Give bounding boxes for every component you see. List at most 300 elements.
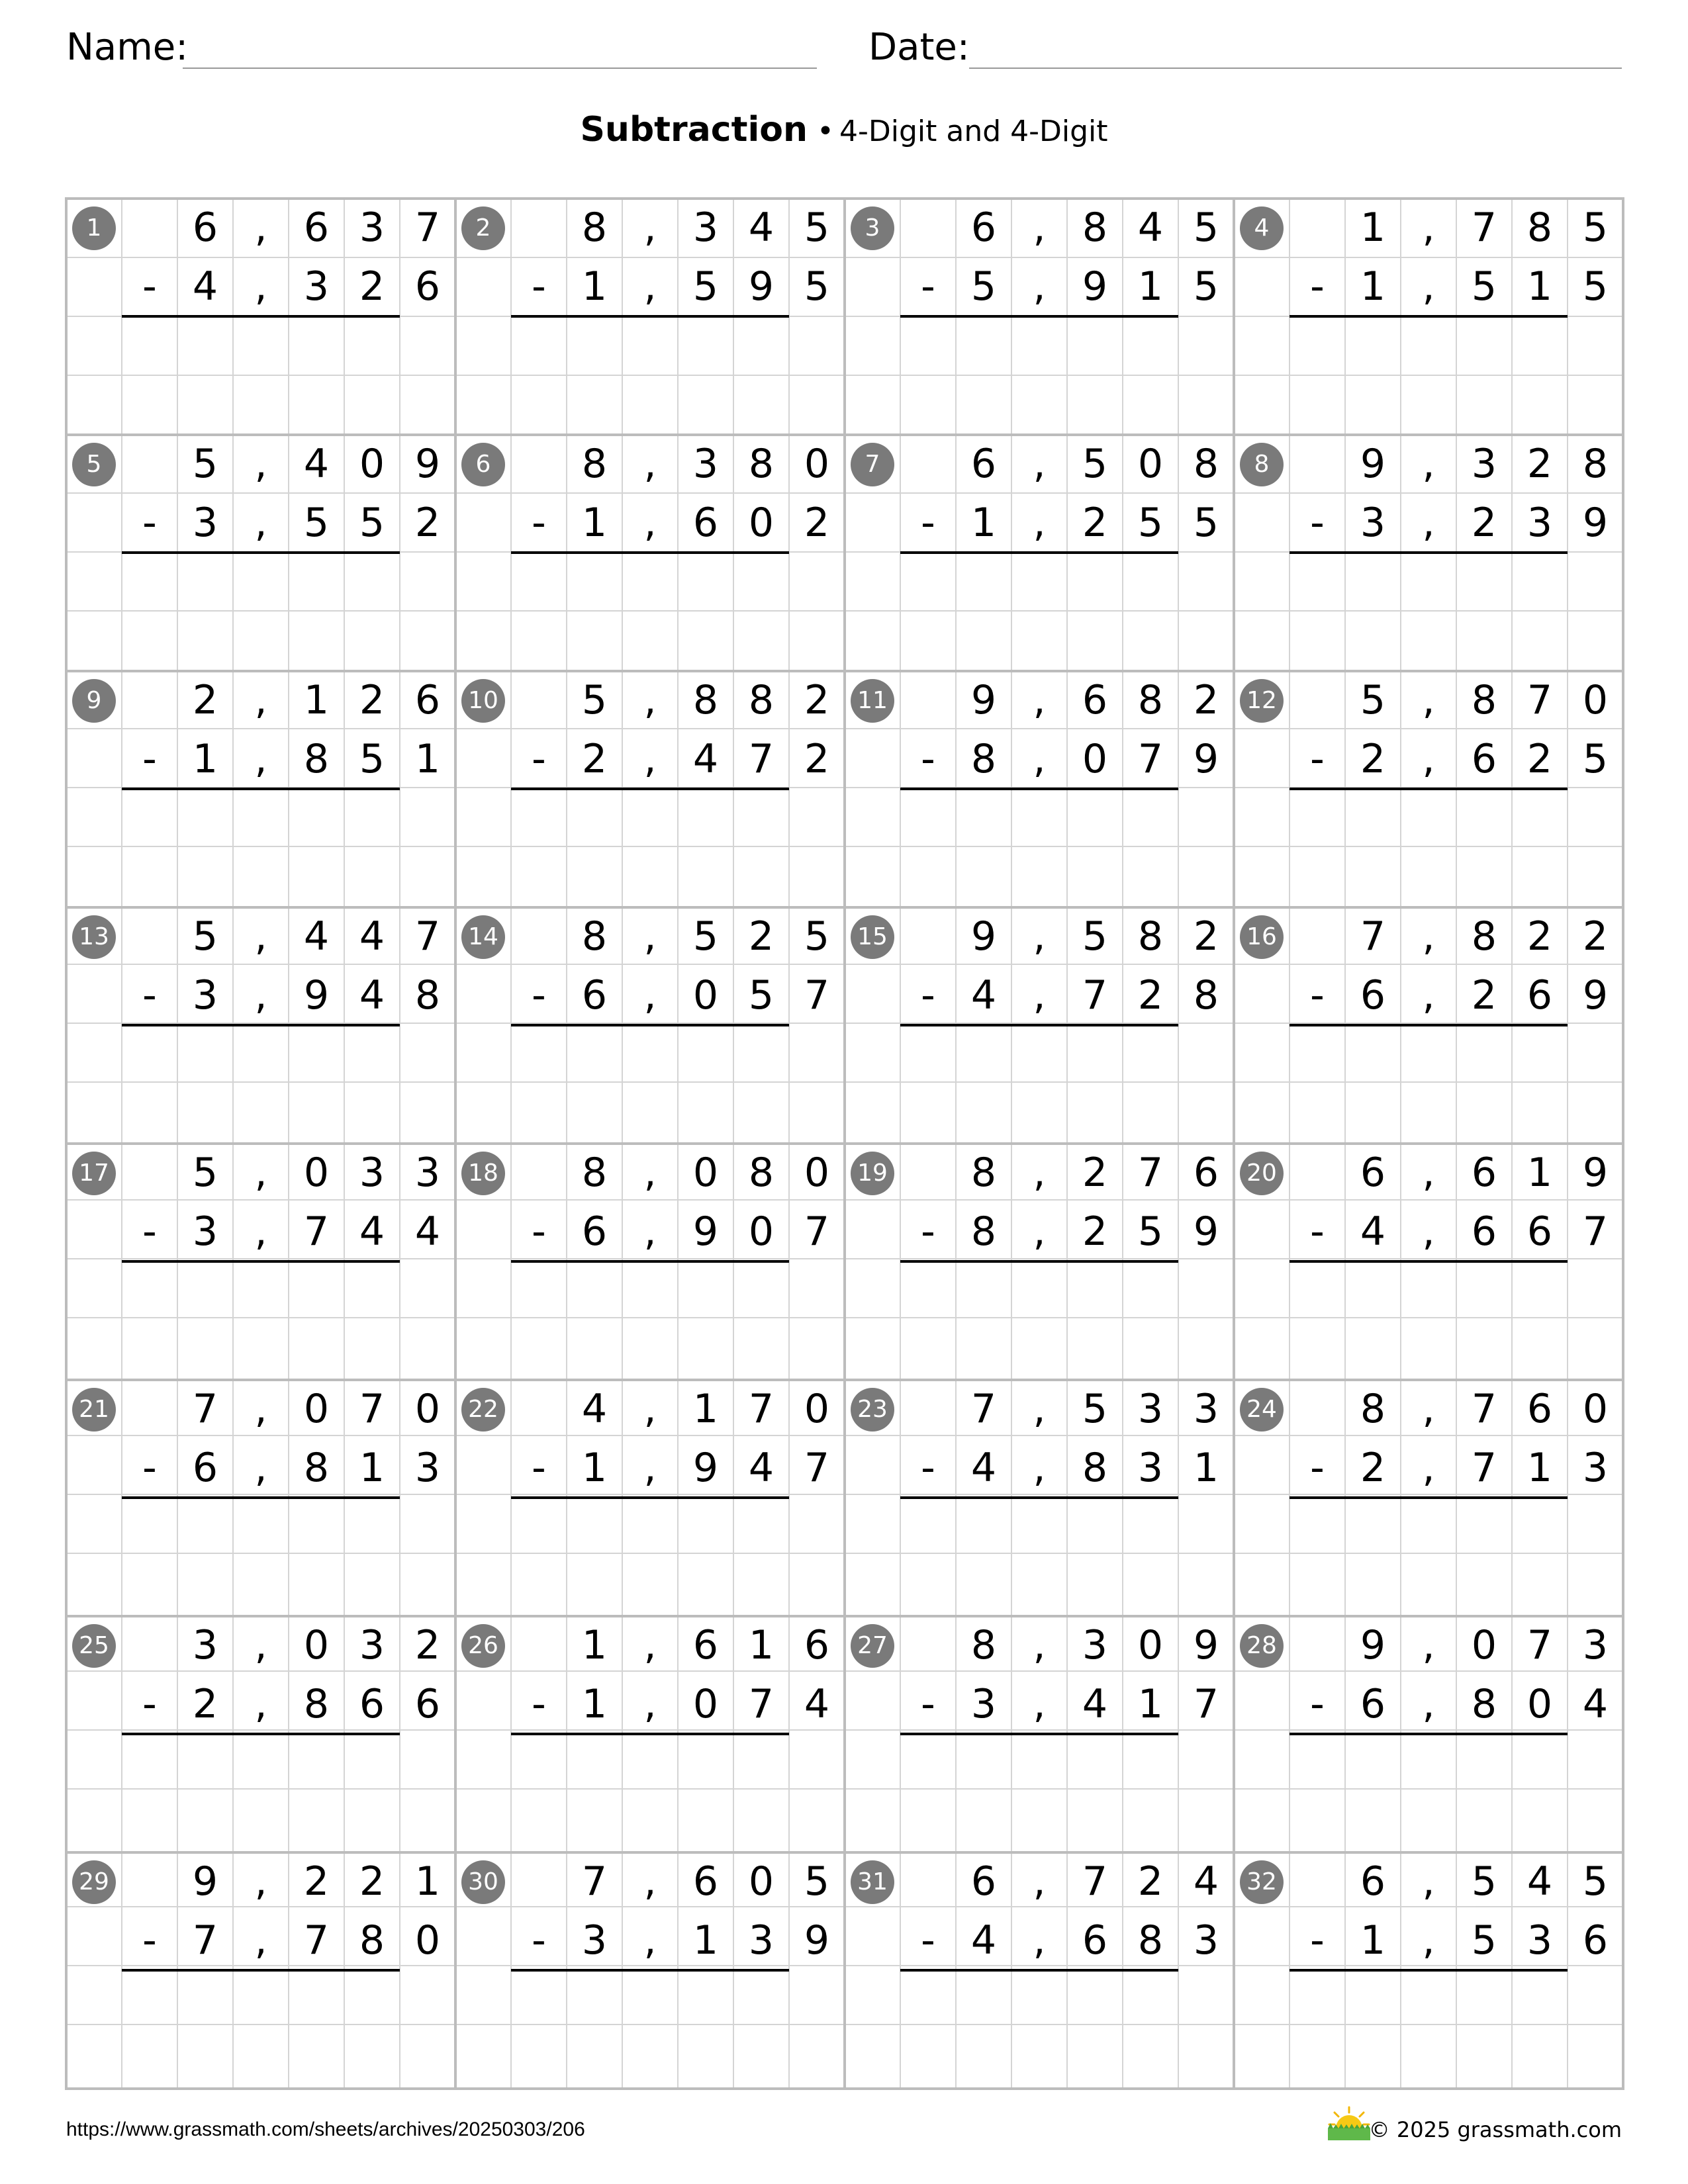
minuend-digit: ,: [254, 913, 267, 960]
answer-area[interactable]: [511, 554, 789, 610]
minuend-digit: ,: [1422, 913, 1435, 960]
subtrahend-digit: 7: [1193, 1681, 1219, 1727]
answer-area[interactable]: [900, 1499, 1178, 1555]
subtrahend-digit: 0: [692, 1681, 719, 1727]
subtrahend-digit: 4: [804, 1681, 830, 1727]
answer-area[interactable]: [1289, 1263, 1568, 1319]
subtrahend-digit: 6: [192, 1445, 218, 1491]
subtrahend-digit: 7: [1137, 736, 1164, 782]
subtrahend-digit: 3: [1526, 1917, 1553, 1964]
minuend-digit: 5: [1082, 913, 1108, 960]
answer-area[interactable]: [900, 1735, 1178, 1792]
footer-copyright: © 2025 grassmath.com: [1368, 2117, 1622, 2142]
minuend-digit: 6: [1193, 1150, 1219, 1196]
subtrahend-digit: ,: [1033, 263, 1046, 310]
minuend-digit: 0: [692, 1150, 719, 1196]
subtrahend-digit: 3: [581, 1917, 608, 1964]
answer-area[interactable]: [900, 790, 1178, 846]
minuend-digit: 8: [1137, 913, 1164, 960]
minuend-digit: 9: [970, 677, 997, 723]
minuend-digit: 0: [804, 1386, 830, 1432]
subtrahend-digit: 3: [1137, 1445, 1164, 1491]
subtrahend-digit: 1: [1193, 1445, 1219, 1491]
minuend-digit: 8: [581, 205, 608, 251]
minuend-digit: 0: [303, 1386, 330, 1432]
minuend-digit: ,: [254, 1386, 267, 1432]
problem-number-badge: 28: [1240, 1624, 1284, 1668]
minuend-digit: 8: [581, 1150, 608, 1196]
subtrahend-digit: 9: [1193, 736, 1219, 782]
minus-sign: -: [532, 1208, 546, 1255]
answer-area[interactable]: [122, 1735, 400, 1792]
answer-area[interactable]: [511, 1263, 789, 1319]
minuend-digit: ,: [1422, 1858, 1435, 1905]
minuend-digit: ,: [1422, 1622, 1435, 1668]
subtrahend-digit: 3: [1582, 1445, 1609, 1491]
minuend-digit: ,: [643, 677, 657, 723]
subtrahend-digit: 4: [970, 972, 997, 1019]
minus-sign: -: [142, 1917, 157, 1964]
minuend-digit: 0: [303, 1622, 330, 1668]
minuend-digit: 8: [1471, 677, 1497, 723]
problem-number-badge: 23: [851, 1388, 894, 1432]
minuend-digit: 8: [1526, 205, 1553, 251]
minuend-digit: 6: [1360, 1150, 1386, 1196]
subtrahend-digit: ,: [643, 500, 657, 546]
minuend-digit: 4: [1193, 1858, 1219, 1905]
minuend-digit: 3: [359, 205, 385, 251]
minuend-digit: 8: [970, 1622, 997, 1668]
subtrahend-digit: ,: [1422, 1917, 1435, 1964]
subtrahend-digit: 4: [748, 1445, 774, 1491]
answer-area[interactable]: [1289, 1026, 1568, 1083]
subtrahend-digit: 3: [192, 500, 218, 546]
subtrahend-digit: 8: [1471, 1681, 1497, 1727]
minuend-digit: 8: [1082, 205, 1108, 251]
answer-area[interactable]: [900, 1026, 1178, 1083]
answer-area[interactable]: [900, 318, 1178, 374]
subtrahend-digit: 5: [1582, 736, 1609, 782]
minuend-digit: ,: [1033, 1386, 1046, 1432]
minuend-digit: 5: [192, 913, 218, 960]
problem-number-badge: 6: [461, 443, 505, 486]
subtrahend-digit: 6: [1082, 1917, 1108, 1964]
minuend-digit: 8: [970, 1150, 997, 1196]
minus-sign: -: [921, 736, 935, 782]
problem-number-badge: 25: [72, 1624, 116, 1668]
answer-area[interactable]: [122, 318, 400, 374]
date-label: Date:: [868, 26, 970, 69]
minuend-digit: 0: [414, 1386, 441, 1432]
minuend-digit: ,: [1033, 913, 1046, 960]
minuend-digit: 4: [303, 913, 330, 960]
minuend-digit: 3: [692, 205, 719, 251]
problem-number-badge: 8: [1240, 443, 1284, 486]
minuend-digit: 5: [804, 205, 830, 251]
minuend-digit: 2: [1193, 677, 1219, 723]
subtrahend-digit: 1: [1526, 263, 1553, 310]
minus-sign: -: [921, 1917, 935, 1964]
subtrahend-digit: 8: [970, 736, 997, 782]
subtrahend-digit: ,: [643, 736, 657, 782]
minuend-digit: ,: [643, 205, 657, 251]
subtrahend-digit: 1: [970, 500, 997, 546]
minuend-digit: 6: [192, 205, 218, 251]
problem-number-badge: 3: [851, 206, 894, 250]
minuend-digit: 8: [1137, 677, 1164, 723]
minuend-digit: 6: [1360, 1858, 1386, 1905]
minuend-digit: 2: [1582, 913, 1609, 960]
subtrahend-digit: 2: [1360, 736, 1386, 782]
subtrahend-digit: ,: [1033, 1445, 1046, 1491]
subtrahend-digit: 8: [1137, 1917, 1164, 1964]
answer-area[interactable]: [511, 1972, 789, 2028]
subtrahend-digit: 2: [804, 500, 830, 546]
subtrahend-digit: 8: [303, 1681, 330, 1727]
answer-area[interactable]: [1289, 790, 1568, 846]
subtrahend-digit: 8: [414, 972, 441, 1019]
subtrahend-digit: 6: [1360, 1681, 1386, 1727]
subtrahend-digit: 3: [1526, 500, 1553, 546]
subtrahend-digit: 2: [1471, 500, 1497, 546]
problem-number-badge: 26: [461, 1624, 505, 1668]
minuend-digit: ,: [254, 677, 267, 723]
minuend-digit: 1: [1360, 205, 1386, 251]
subtrahend-digit: 8: [303, 736, 330, 782]
subtrahend-digit: ,: [1033, 1208, 1046, 1255]
subtrahend-digit: 1: [1360, 263, 1386, 310]
subtrahend-digit: ,: [1422, 736, 1435, 782]
minuend-digit: ,: [1033, 677, 1046, 723]
minus-sign: -: [142, 972, 157, 1019]
subtrahend-digit: 5: [359, 500, 385, 546]
answer-area[interactable]: [122, 1026, 400, 1083]
subtrahend-digit: ,: [643, 972, 657, 1019]
minuend-digit: 2: [303, 1858, 330, 1905]
problem-number-badge: 31: [851, 1860, 894, 1904]
name-line[interactable]: [183, 68, 817, 69]
minus-sign: -: [142, 1681, 157, 1727]
minus-sign: -: [1310, 1681, 1325, 1727]
minus-sign: -: [532, 1681, 546, 1727]
subtrahend-digit: ,: [1033, 1681, 1046, 1727]
subtrahend-digit: 7: [804, 1208, 830, 1255]
minuend-digit: 3: [1137, 1386, 1164, 1432]
minuend-digit: ,: [1033, 1622, 1046, 1668]
minuend-digit: 3: [192, 1622, 218, 1668]
minuend-digit: 6: [303, 205, 330, 251]
subtrahend-digit: 1: [359, 1445, 385, 1491]
subtrahend-digit: 1: [581, 1445, 608, 1491]
minuend-digit: 0: [1582, 1386, 1609, 1432]
minuend-digit: ,: [1033, 205, 1046, 251]
worksheet-grid: [66, 199, 1623, 2089]
minuend-digit: 7: [1360, 913, 1386, 960]
subtrahend-digit: 0: [1526, 1681, 1553, 1727]
subtrahend-digit: 4: [692, 736, 719, 782]
minuend-digit: 6: [970, 1858, 997, 1905]
subtrahend-digit: 9: [303, 972, 330, 1019]
subtrahend-digit: 6: [581, 1208, 608, 1255]
minus-sign: -: [1310, 972, 1325, 1019]
answer-area[interactable]: [511, 318, 789, 374]
subtrahend-digit: 6: [1582, 1917, 1609, 1964]
subtrahend-digit: ,: [254, 263, 267, 310]
subtrahend-digit: 7: [303, 1917, 330, 1964]
subtrahend-digit: ,: [254, 1917, 267, 1964]
subtrahend-digit: 8: [359, 1917, 385, 1964]
answer-area[interactable]: [1289, 318, 1568, 374]
subtrahend-digit: 9: [1082, 263, 1108, 310]
subtrahend-digit: 4: [414, 1208, 441, 1255]
minuend-digit: 6: [1471, 1150, 1497, 1196]
minuend-digit: 9: [414, 441, 441, 487]
problem-number-badge: 16: [1240, 915, 1284, 959]
minuend-digit: 3: [1471, 441, 1497, 487]
problem-number-badge: 27: [851, 1624, 894, 1668]
subtrahend-digit: ,: [1422, 1445, 1435, 1491]
minuend-digit: 1: [303, 677, 330, 723]
problem-number-badge: 4: [1240, 206, 1284, 250]
minus-sign: -: [921, 972, 935, 1019]
answer-area[interactable]: [122, 554, 400, 610]
problem-number-badge: 22: [461, 1388, 505, 1432]
answer-area[interactable]: [1289, 1499, 1568, 1555]
minuend-digit: 2: [1137, 1858, 1164, 1905]
subtrahend-digit: 5: [748, 972, 774, 1019]
subtrahend-digit: 5: [303, 500, 330, 546]
subtrahend-digit: 4: [970, 1917, 997, 1964]
minuend-digit: ,: [643, 1150, 657, 1196]
minuend-digit: 6: [1526, 1386, 1553, 1432]
subtrahend-digit: 1: [1360, 1917, 1386, 1964]
subtrahend-digit: 6: [359, 1681, 385, 1727]
minuend-digit: 8: [748, 1150, 774, 1196]
minus-sign: -: [142, 263, 157, 310]
subtrahend-digit: 2: [1526, 736, 1553, 782]
subtrahend-digit: 1: [1526, 1445, 1553, 1491]
minuend-digit: 0: [1137, 441, 1164, 487]
date-line[interactable]: [969, 68, 1622, 69]
subtrahend-digit: 9: [1582, 500, 1609, 546]
answer-area[interactable]: [511, 1735, 789, 1792]
minus-sign: -: [921, 1208, 935, 1255]
minuend-digit: 4: [1526, 1858, 1553, 1905]
answer-area[interactable]: [1289, 554, 1568, 610]
minuend-digit: ,: [1422, 1386, 1435, 1432]
subtrahend-digit: 0: [748, 1208, 774, 1255]
minuend-digit: 2: [748, 913, 774, 960]
answer-area[interactable]: [122, 1499, 400, 1555]
subtrahend-digit: 1: [1137, 263, 1164, 310]
subtrahend-digit: 4: [1360, 1208, 1386, 1255]
subtrahend-digit: ,: [254, 736, 267, 782]
answer-area[interactable]: [511, 790, 789, 846]
problem-number-badge: 24: [1240, 1388, 1284, 1432]
answer-area[interactable]: [511, 1499, 789, 1555]
subtrahend-digit: ,: [643, 1208, 657, 1255]
minuend-digit: 8: [1471, 913, 1497, 960]
minuend-digit: 2: [414, 1622, 441, 1668]
minuend-digit: 5: [1082, 441, 1108, 487]
minuend-digit: 5: [192, 1150, 218, 1196]
answer-area[interactable]: [122, 1263, 400, 1319]
minus-sign: -: [142, 1208, 157, 1255]
minuend-digit: 3: [1082, 1622, 1108, 1668]
subtrahend-digit: 1: [192, 736, 218, 782]
minus-sign: -: [532, 972, 546, 1019]
minuend-digit: 0: [804, 441, 830, 487]
minuend-digit: 1: [1526, 1150, 1553, 1196]
problem-number-badge: 1: [72, 206, 116, 250]
minuend-digit: 5: [692, 913, 719, 960]
minuend-digit: 2: [192, 677, 218, 723]
problem-number-badge: 19: [851, 1152, 894, 1195]
answer-area[interactable]: [1289, 1972, 1568, 2028]
minuend-digit: 7: [1471, 1386, 1497, 1432]
minuend-digit: 8: [692, 677, 719, 723]
minuend-digit: 0: [1582, 677, 1609, 723]
answer-area[interactable]: [1289, 1735, 1568, 1792]
subtrahend-digit: 5: [804, 263, 830, 310]
minus-sign: -: [1310, 736, 1325, 782]
problem-number-badge: 30: [461, 1860, 505, 1904]
subtrahend-digit: 5: [1471, 1917, 1497, 1964]
minuend-digit: 5: [1582, 205, 1609, 251]
minuend-digit: 3: [692, 441, 719, 487]
subtrahend-digit: 5: [970, 263, 997, 310]
problem-number-badge: 13: [72, 915, 116, 959]
minuend-digit: 1: [692, 1386, 719, 1432]
minuend-digit: 5: [1471, 1858, 1497, 1905]
subtrahend-digit: 1: [692, 1917, 719, 1964]
subtrahend-digit: ,: [254, 1681, 267, 1727]
subtrahend-digit: 7: [1582, 1208, 1609, 1255]
footer-url: https://www.grassmath.com/sheets/archives/20250303/206: [66, 2118, 585, 2140]
minuend-digit: 4: [359, 913, 385, 960]
minus-sign: -: [921, 263, 935, 310]
subtrahend-digit: 3: [192, 1208, 218, 1255]
answer-area[interactable]: [900, 1972, 1178, 2028]
minuend-digit: 3: [359, 1150, 385, 1196]
subtrahend-digit: 3: [192, 972, 218, 1019]
minuend-digit: 2: [1526, 441, 1553, 487]
problem-number-badge: 7: [851, 443, 894, 486]
minuend-digit: 9: [1582, 1150, 1609, 1196]
minus-sign: -: [1310, 263, 1325, 310]
minuend-digit: ,: [643, 1386, 657, 1432]
title-subtitle: 4-Digit and 4-Digit: [839, 114, 1108, 148]
page-title: [0, 106, 1688, 156]
minuend-digit: 5: [1582, 1858, 1609, 1905]
answer-area[interactable]: [900, 554, 1178, 610]
subtrahend-digit: 7: [804, 972, 830, 1019]
subtrahend-digit: ,: [254, 1208, 267, 1255]
minuend-digit: 1: [748, 1622, 774, 1668]
minuend-digit: ,: [254, 441, 267, 487]
minuend-digit: 5: [1082, 1386, 1108, 1432]
subtrahend-digit: 3: [748, 1917, 774, 1964]
problem-number-badge: 2: [461, 206, 505, 250]
subtrahend-digit: ,: [1033, 972, 1046, 1019]
problem-number-badge: 32: [1240, 1860, 1284, 1904]
subtrahend-digit: ,: [643, 263, 657, 310]
minuend-digit: 7: [1082, 1858, 1108, 1905]
minuend-digit: 3: [359, 1622, 385, 1668]
subtrahend-digit: 5: [1137, 1208, 1164, 1255]
minuend-digit: 7: [414, 913, 441, 960]
subtrahend-digit: ,: [1422, 1208, 1435, 1255]
answer-area[interactable]: [122, 790, 400, 846]
subtrahend-digit: 5: [1137, 500, 1164, 546]
minuend-digit: 0: [303, 1150, 330, 1196]
subtrahend-digit: 2: [1471, 972, 1497, 1019]
minuend-digit: 8: [1193, 441, 1219, 487]
subtrahend-digit: ,: [1033, 500, 1046, 546]
problem-number-badge: 15: [851, 915, 894, 959]
subtrahend-digit: 2: [804, 736, 830, 782]
minuend-digit: 2: [359, 677, 385, 723]
minuend-digit: 7: [1526, 677, 1553, 723]
subtrahend-digit: 6: [1360, 972, 1386, 1019]
minuend-digit: 6: [1082, 677, 1108, 723]
minus-sign: -: [142, 1445, 157, 1491]
minuend-digit: 0: [1471, 1622, 1497, 1668]
minus-sign: -: [532, 1917, 546, 1964]
subtrahend-digit: ,: [254, 1445, 267, 1491]
subtrahend-digit: 4: [1582, 1681, 1609, 1727]
subtrahend-digit: 7: [748, 736, 774, 782]
subtrahend-digit: 5: [1471, 263, 1497, 310]
minus-sign: -: [1310, 1917, 1325, 1964]
minuend-digit: ,: [254, 1150, 267, 1196]
subtrahend-digit: 0: [692, 972, 719, 1019]
subtrahend-digit: 2: [1137, 972, 1164, 1019]
answer-area[interactable]: [511, 1026, 789, 1083]
subtrahend-digit: 9: [804, 1917, 830, 1964]
subtrahend-digit: 6: [581, 972, 608, 1019]
subtrahend-digit: 9: [1193, 1208, 1219, 1255]
subtrahend-digit: 2: [359, 263, 385, 310]
title-main: Subtraction: [580, 110, 808, 150]
problem-number-badge: 21: [72, 1388, 116, 1432]
minuend-digit: 7: [1471, 205, 1497, 251]
answer-area[interactable]: [122, 1972, 400, 2028]
minuend-digit: 2: [1193, 913, 1219, 960]
subtrahend-digit: ,: [254, 972, 267, 1019]
subtrahend-digit: 8: [1082, 1445, 1108, 1491]
minuend-digit: 5: [581, 677, 608, 723]
problem-number-badge: 12: [1240, 679, 1284, 723]
minuend-digit: ,: [1033, 441, 1046, 487]
subtrahend-digit: 2: [581, 736, 608, 782]
subtrahend-digit: 4: [192, 263, 218, 310]
problem-number-badge: 5: [72, 443, 116, 486]
minuend-digit: 8: [1582, 441, 1609, 487]
subtrahend-digit: ,: [1422, 972, 1435, 1019]
minus-sign: -: [1310, 500, 1325, 546]
minuend-digit: 8: [748, 441, 774, 487]
minuend-digit: 0: [748, 1858, 774, 1905]
subtrahend-digit: 6: [1471, 1208, 1497, 1255]
minuend-digit: 5: [804, 913, 830, 960]
grass-sun-logo-icon: [1324, 2105, 1374, 2144]
subtrahend-digit: 1: [581, 500, 608, 546]
minuend-digit: 2: [1082, 1150, 1108, 1196]
minuend-digit: 7: [192, 1386, 218, 1432]
answer-area[interactable]: [900, 1263, 1178, 1319]
minuend-digit: 7: [359, 1386, 385, 1432]
